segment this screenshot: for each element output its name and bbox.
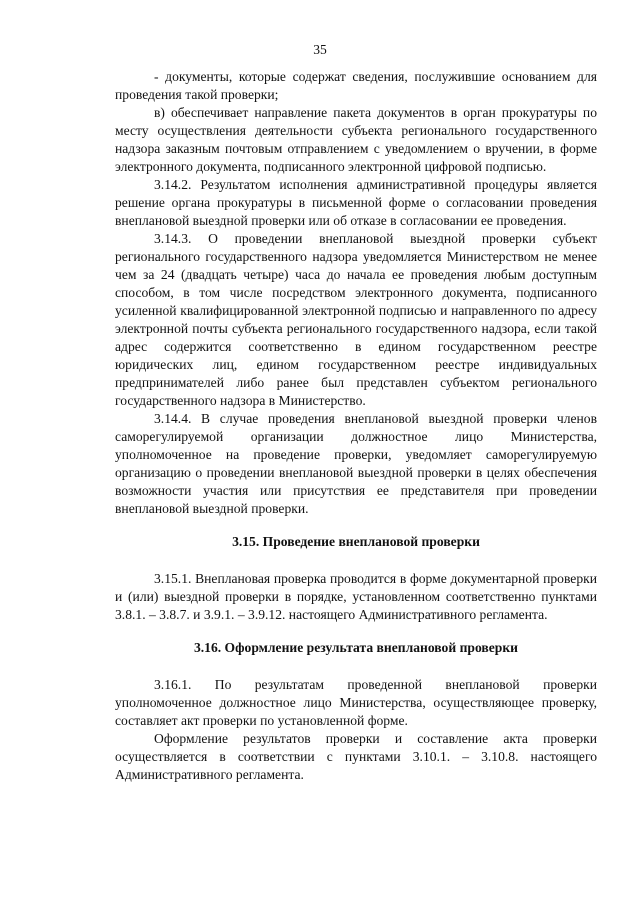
paragraph-3-14-3: 3.14.3. О проведении внеплановой выездной проверки субъект регионального государственного надзора уведомляется Министерством не менее чем за 24 (двадцать четыре) часа до начала ее проведения любым доступным способом, в том числе посредством электронного документа, подписанного усиленной квалифицированной электронной подписью и направленного по адресу электронной почты субъекта регионального государственного надзора, если такой адрес содержится соответственно в едином государственном реестре юридических лиц, едином государственном реестре индивидуальных предпринимателей либо ранее был представлен субъектом регионального государственного надзора в Министерство. xyxy=(115,231,597,408)
page-number: 35 xyxy=(313,42,327,57)
paragraph-3-16-1-continued: Оформление результатов проверки и составление акта проверки осуществляется в соответствии с пунктами 3.10.1. – 3.10.8. настоящего Административного регламента. xyxy=(115,731,597,782)
document-body xyxy=(115,68,597,784)
paragraph-documents-list: - документы, которые содержат сведения, послужившие основанием для проведения такой проверки; xyxy=(115,69,597,102)
section-heading-3-15: 3.15. Проведение внеплановой проверки xyxy=(232,534,480,549)
paragraph-item-v: в) обеспечивает направление пакета документов в орган прокуратуры по месту осуществления деятельности субъекта регионального государственного надзора заказным почтовым отправлением с уведомлением о вручении, в форме электронного документа, подписанного электронной цифровой подписью. xyxy=(115,105,597,174)
paragraph-3-15-1: 3.15.1. Внеплановая проверка проводится в форме документарной проверки и (или) выездной проверки в порядке, установленном соответственно пунктами 3.8.1. – 3.8.7. и 3.9.1. – 3.9.12. настоящего Административного регламента. xyxy=(115,571,597,622)
paragraph-3-14-2: 3.14.2. Результатом исполнения административной процедуры является решение органа прокуратуры в письменной форме о согласовании проведения внеплановой выездной проверки или об отказе в согласовании ее проведения. xyxy=(115,177,597,228)
paragraph-3-16-1: 3.16.1. По результатам проведенной внеплановой проверки уполномоченное должностное лицо Министерства, осуществляющее проверку, составляет акт проверки по установленной форме. xyxy=(115,677,597,728)
paragraph-3-14-4: 3.14.4. В случае проведения внеплановой выездной проверки членов саморегулируемой организации должностное лицо Министерства, уполномоченное на проведение проверки, уведомляет саморегулируемую организацию о проведении внеплановой выездной проверки в целях обеспечения возможности участия или присутствия ее представителя при проведении внеплановой выездной проверки. xyxy=(115,411,597,516)
section-heading-3-16: 3.16. Оформление результата внеплановой проверки xyxy=(193,640,519,655)
